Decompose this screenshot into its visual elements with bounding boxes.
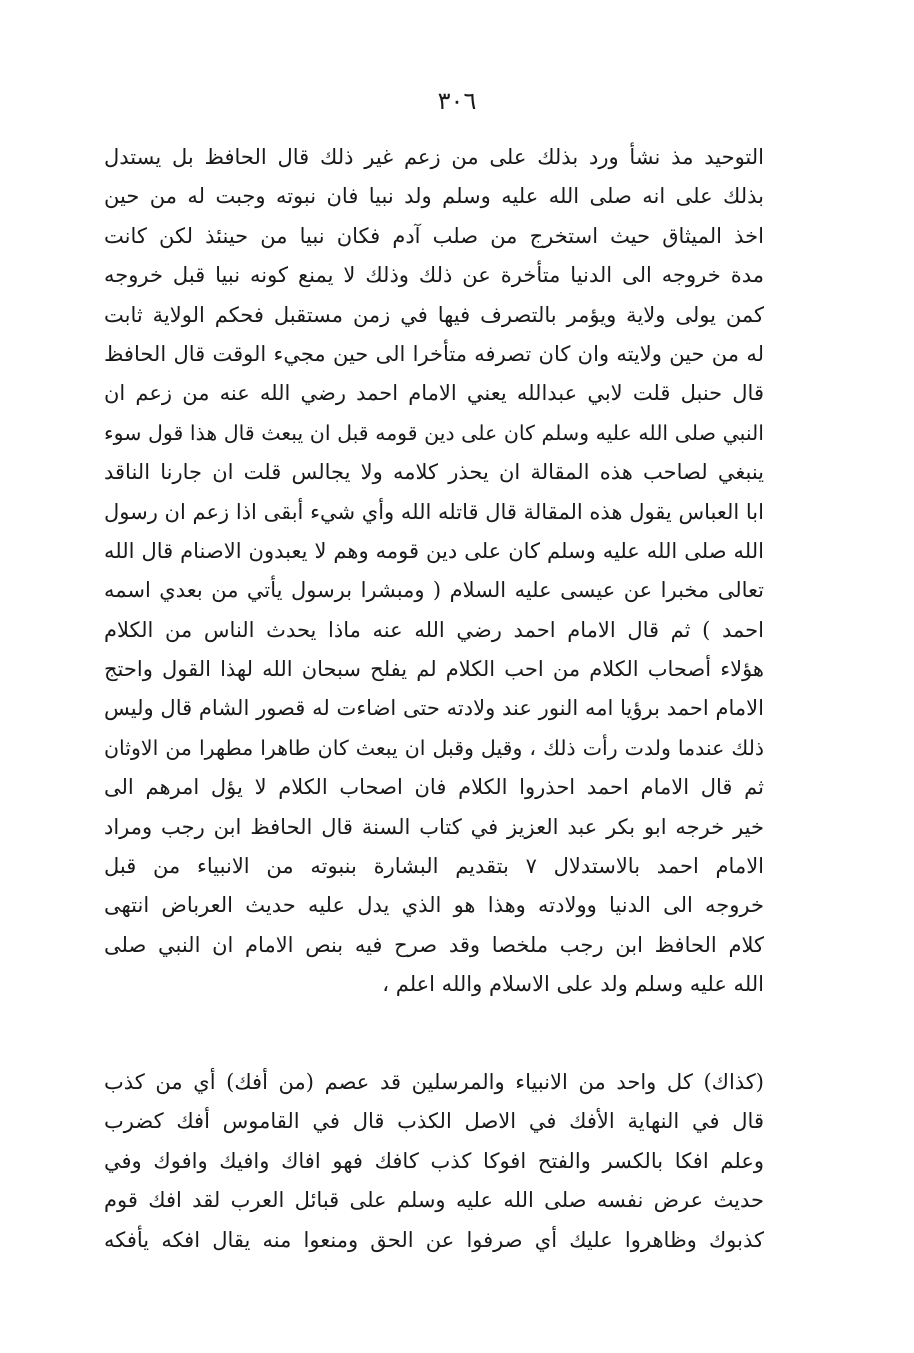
text-line: كلام الحافظ ابن رجب ملخصا وقد صرح فيه بنص الامام ان النبي صلى bbox=[104, 932, 764, 957]
page-number: ٣٠٦ bbox=[437, 87, 477, 115]
text-line: كمن يولى ولاية ويؤمر بالتصرف فيها في زمن مستقبل فحكم الولاية ثابت bbox=[104, 302, 764, 327]
text-line: الله صلى الله عليه وسلم كان على دين قومه وهم لا يعبدون الاصنام قال الله bbox=[104, 538, 764, 563]
text-line: ذلك عندما ولدت رأت ذلك ، وقيل وقبل ان يبعث كان طاهرا مطهرا من الاوثان bbox=[104, 735, 764, 760]
paragraph-1 bbox=[104, 138, 764, 1005]
text-line: النبي صلى الله عليه وسلم كان على دين قومه قبل ان يبعث قال هذا قول سوء bbox=[104, 420, 764, 445]
text-line: بذلك على انه صلى الله عليه وسلم ولد نبيا فان نبوته وجبت له من حين bbox=[104, 184, 764, 209]
text-line: هؤلاء أصحاب الكلام من احب الكلام لم يفلح سبحان الله لهذا القول واحتج bbox=[104, 657, 764, 682]
text-line: (كذاك) كل واحد من الانبياء والمرسلين قد عصم (من أفك) أي من كذب bbox=[104, 1070, 764, 1094]
paragraph-2 bbox=[104, 1063, 764, 1260]
text-line: الامام احمد برؤيا امه النور عند ولادته حتى اضاءت له قصور الشام قال وليس bbox=[104, 696, 764, 721]
text-line: حديث عرض نفسه صلى الله عليه وسلم على قبائل العرب لقد افك قوم bbox=[104, 1188, 764, 1213]
text-line: قال حنبل قلت لابي عبدالله يعني الامام احمد رضي الله عنه من زعم ان bbox=[104, 381, 764, 406]
text-line: مدة خروجه الى الدنيا متأخرة عن ذلك وذلك لا يمنع كونه نبيا قبل خروجه bbox=[104, 263, 764, 288]
text-line: وعلم افكا بالكسر والفتح افوكا كذب كافك فهو افاك وافيك وافوك وفي bbox=[104, 1148, 764, 1173]
text-line: تعالى مخبرا عن عيسى عليه السلام ( ومبشرا برسول يأتي من بعدي اسمه bbox=[104, 578, 764, 603]
text-line: ابا العباس يقول هذه المقالة قال قاتله الله وأي شيء أبقى اذا زعم ان رسول bbox=[104, 499, 764, 524]
text-line: خروجه الى الدنيا وولادته وهذا هو الذي يدل عليه حديث العرباض انتهى bbox=[104, 893, 764, 918]
text-line: خير خرجه ابو بكر عبد العزيز في كتاب السنة قال الحافظ ابن رجب ومراد bbox=[104, 814, 764, 839]
text-line: كذبوك وظاهروا عليك أي صرفوا عن الحق ومنعوا منه يقال افكه يأفكه bbox=[104, 1227, 764, 1252]
text-line: الامام احمد بالاستدلال ٧ بتقديم البشارة بنبوته من الانبياء من قبل bbox=[104, 854, 764, 879]
text-line: الله عليه وسلم ولد على الاسلام والله اعلم ، bbox=[382, 972, 764, 997]
text-line: التوحيد مذ نشأ ورد بذلك على من زعم غير ذلك قال الحافظ بل يستدل bbox=[104, 145, 764, 169]
text-line: ثم قال الامام احمد احذروا الكلام فان اصحاب الكلام لا يؤل امرهم الى bbox=[104, 775, 764, 800]
text-line: احمد ) ثم قال الامام احمد رضي الله عنه ماذا يحدث الناس من الكلام bbox=[104, 617, 764, 642]
text-line: اخذ الميثاق حيث استخرج من صلب آدم فكان نبيا من حينئذ لكن كانت bbox=[104, 223, 764, 248]
text-line: له من حين ولايته وان كان تصرفه متأخرا الى حين مجيء الوقت قال الحافظ bbox=[104, 341, 764, 366]
text-line: قال في النهاية الأفك في الاصل الكذب قال في القاموس أفك كضرب bbox=[104, 1109, 764, 1134]
text-line: ينبغي لصاحب هذه المقالة ان يحذر كلامه ولا يجالس قلت ان جارنا الناقد bbox=[104, 460, 764, 485]
